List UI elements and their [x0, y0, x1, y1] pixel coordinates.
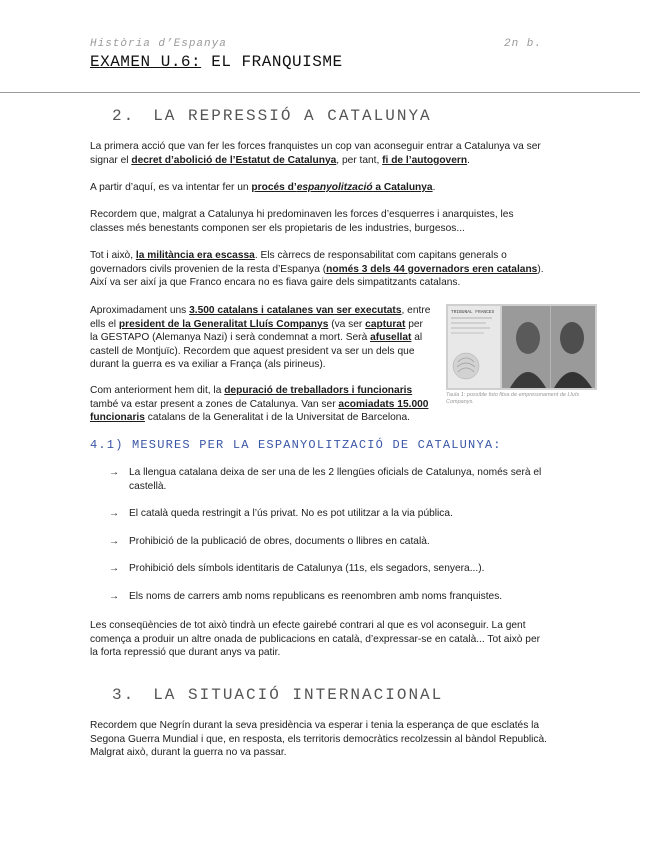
list-item-text: La llengua catalana deixa de ser una de les 2 llengües oficials de Catalunya, només serà el castellà. — [129, 467, 542, 492]
photo-label: TRIBUNAL FRANCES — [451, 310, 495, 315]
title-main: EL FRANQUISME — [211, 53, 343, 71]
list-item — [109, 535, 549, 549]
text: al castell de Montjuïc). Recordem que aquest president va ser un dels que durant la guerra es va exiliar a França (als pirineus). — [90, 332, 423, 370]
text: a Catalunya — [372, 182, 433, 193]
text: (va ser — [328, 318, 366, 330]
text: procés d’ — [251, 182, 297, 193]
text: Aproximadament uns — [90, 305, 190, 316]
highlight: depuració de treballadors i funcionaris — [224, 385, 413, 396]
text: . — [467, 154, 470, 166]
arrow-icon: → — [109, 535, 120, 547]
section-title: LA SITUACIÓ INTERNACIONAL — [153, 686, 444, 704]
paragraph-consequencies: Les conseqüències de tot això tindrà un efecte gairebé contrari al que es vol aconseguir. La gent comença a produir un altre onada de publicacions en català, d’expressar-se en català... Tot això per la forta repressió que durant anys va patir. — [90, 620, 541, 658]
list-item-text: El català queda restringit a l’ús privat. No es pot utilitzar a la via pública. — [129, 508, 453, 519]
text: ). Així va ser així ja que Franco encara no es fiava gaire dels simpatitzants catalans. — [90, 263, 544, 288]
text: . — [432, 182, 436, 193]
paragraph-abolicio — [90, 140, 550, 167]
list-item — [109, 562, 549, 576]
text: catalans de la Generalitat i de la Universitat de Barcelona. — [144, 412, 410, 423]
paragraph-depuracio — [90, 384, 432, 425]
list-item — [109, 466, 549, 493]
page-header — [90, 38, 542, 50]
paragraph-executats — [90, 304, 432, 372]
highlight: 3.500 catalans i catalanes van ser executats — [189, 305, 402, 316]
list-item — [109, 590, 549, 604]
section-number: 2. — [112, 107, 136, 125]
section-number: 3. — [112, 686, 136, 704]
paragraph-negrin: Recordem que Negrín durant la seva presidència va esperar i tenia la esperança de que esclatés la Segona Guerra Mundial i que, en resposta, els territoris democràtics recolzessin al bàndol Republicà. Malgrat això, durant la guerra no va passar. — [90, 720, 547, 758]
highlight: acomiadats 15.000 funcionaris — [90, 398, 429, 423]
arrow-icon: → — [109, 467, 120, 478]
paragraph-espanyolitzacio — [90, 181, 550, 195]
text: . Els càrrecs de responsabilitat com capitans generals o governadors civils provenien de la resta d’Espanya ( — [90, 250, 507, 275]
arrow-icon: → — [109, 563, 120, 574]
text: Tot i això, — [90, 250, 136, 261]
photo-image — [446, 304, 597, 390]
arrow-icon: → — [109, 508, 120, 519]
highlight: decret d’abolició de l’Estatut de Catalunya — [131, 154, 337, 166]
list-item-text: Prohibició dels símbols identitaris de Catalunya (11s, els segadors, senyera...). — [129, 563, 485, 574]
companys-photo — [446, 304, 597, 390]
highlight: la militància era escassa — [135, 250, 255, 261]
text: per la GESTAPO (Alemanya Nazi) i serà condemnat a mort. Serà — [90, 318, 423, 343]
page-title — [90, 53, 343, 71]
paragraph-militancia — [90, 249, 550, 290]
paragraph-forces: Recordem que, malgrat a Catalunya hi predominaven les forces d’esquerres i anarquistes, les classes més benestants componen ser els propietaris de les industries, burgesos... — [90, 209, 514, 234]
section-title: LA REPRESSIÓ A CATALUNYA — [153, 107, 432, 125]
text-italic: espanyolització — [296, 182, 373, 193]
text: A partir d’aquí, es va intentar fer un — [90, 182, 252, 193]
course-label: 2n b. — [503, 38, 542, 50]
header-divider — [0, 92, 640, 93]
text: , entre ells el — [90, 305, 431, 330]
highlight: fi de l’autogovern — [382, 154, 468, 166]
arrow-icon: → — [109, 590, 120, 602]
list-item-text: Els noms de carrers amb noms republicans es reenombren amb noms franquistes. — [129, 590, 503, 602]
list-item — [109, 507, 549, 521]
subsection-4-1-heading: 4.1) MESURES PER LA ESPANYOLITZACIÓ DE CATALUNYA: — [90, 438, 502, 452]
section-2-heading — [112, 107, 432, 125]
highlight — [251, 182, 432, 193]
highlight: afusellat — [370, 332, 412, 343]
text: La primera acció que van fer les forces franquistes un cop van aconseguir entrar a Catalunya va ser signar el — [90, 141, 541, 166]
mesures-list — [109, 466, 549, 603]
photo-caption: Taula 1: possible foto fitxa de empresonament de Lluís Companys. — [446, 392, 580, 405]
text: Com anteriorment hem dit, la — [90, 385, 225, 396]
title-prefix: EXAMEN U.6: — [90, 53, 202, 71]
highlight: president de la Generalitat Lluís Companys — [118, 318, 329, 330]
highlight: només 3 dels 44 governadors eren catalans — [326, 263, 538, 275]
subject-label: Història d’Espanya — [90, 38, 227, 50]
text: , per tant, — [336, 154, 383, 166]
section-3-heading — [112, 686, 443, 704]
highlight: capturat — [365, 318, 406, 330]
list-item-text: Prohibició de la publicació de obres, documents o llibres en català. — [129, 535, 430, 547]
text: també va estar present a zones de Catalunya. Van ser — [90, 398, 339, 410]
